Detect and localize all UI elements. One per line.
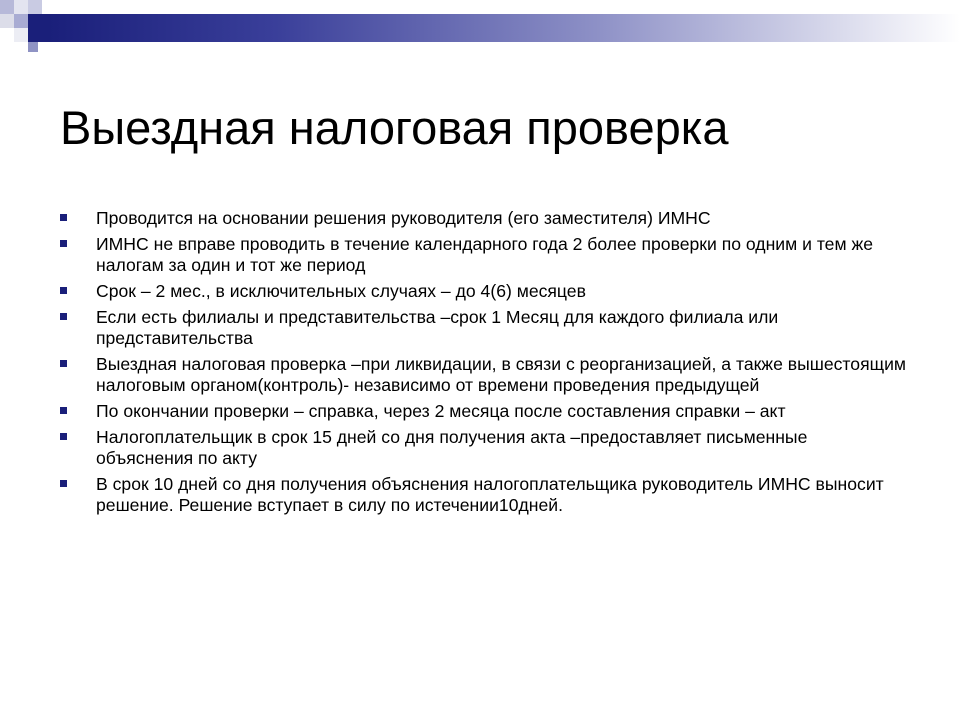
bullet-list — [58, 208, 908, 521]
decor-square — [14, 14, 28, 28]
bullet-text: В срок 10 дней со дня получения объяснения налогоплательщика руководитель ИМНС выносит решение. Решение вступает в силу по истечении10дней. — [96, 474, 884, 515]
square-bullet-icon — [60, 287, 67, 294]
bullet-text: Выездная налоговая проверка –при ликвидации, в связи с реорганизацией, а также вышестоящим налоговым органом(контроль)- независимо от времени проведения предыдущей — [96, 354, 906, 395]
decor-square — [14, 0, 28, 14]
bullet-item — [58, 208, 908, 229]
bullet-text: Срок – 2 мес., в исключительных случаях – до 4(6) месяцев — [96, 281, 586, 301]
square-bullet-icon — [60, 407, 67, 414]
bullet-item — [58, 354, 908, 396]
square-bullet-icon — [60, 313, 67, 320]
square-bullet-icon — [60, 240, 67, 247]
bullet-text: По окончании проверки – справка, через 2 месяца после составления справки – акт — [96, 401, 786, 421]
slide-title: Выездная налоговая проверка — [60, 101, 729, 154]
square-bullet-icon — [60, 433, 67, 440]
bullet-item — [58, 427, 908, 469]
square-bullet-icon — [60, 480, 67, 487]
bullet-item — [58, 281, 908, 302]
bullet-item — [58, 401, 908, 422]
decor-square — [14, 28, 28, 42]
bullet-text: Если есть филиалы и представительства –срок 1 Месяц для каждого филиала или представительства — [96, 307, 779, 348]
bullet-item — [58, 307, 908, 349]
bullet-item — [58, 234, 908, 276]
decor-square — [0, 14, 14, 28]
bullet-text: Проводится на основании решения руководителя (его заместителя) ИМНС — [96, 208, 711, 228]
square-bullet-icon — [60, 360, 67, 367]
bullet-text: Налогоплательщик в срок 15 дней со дня получения акта –предоставляет письменные объяснения по акту — [96, 427, 808, 468]
decor-square — [0, 0, 14, 14]
bullet-item — [58, 474, 908, 516]
bullet-text: ИМНС не вправе проводить в течение календарного года 2 более проверки по одним и тем же налогам за один и тот же период — [96, 234, 874, 275]
decor-square — [28, 42, 38, 52]
square-bullet-icon — [60, 214, 67, 221]
decor-square — [28, 14, 48, 42]
decor-square — [28, 0, 42, 14]
header-gradient-bar — [48, 14, 960, 42]
